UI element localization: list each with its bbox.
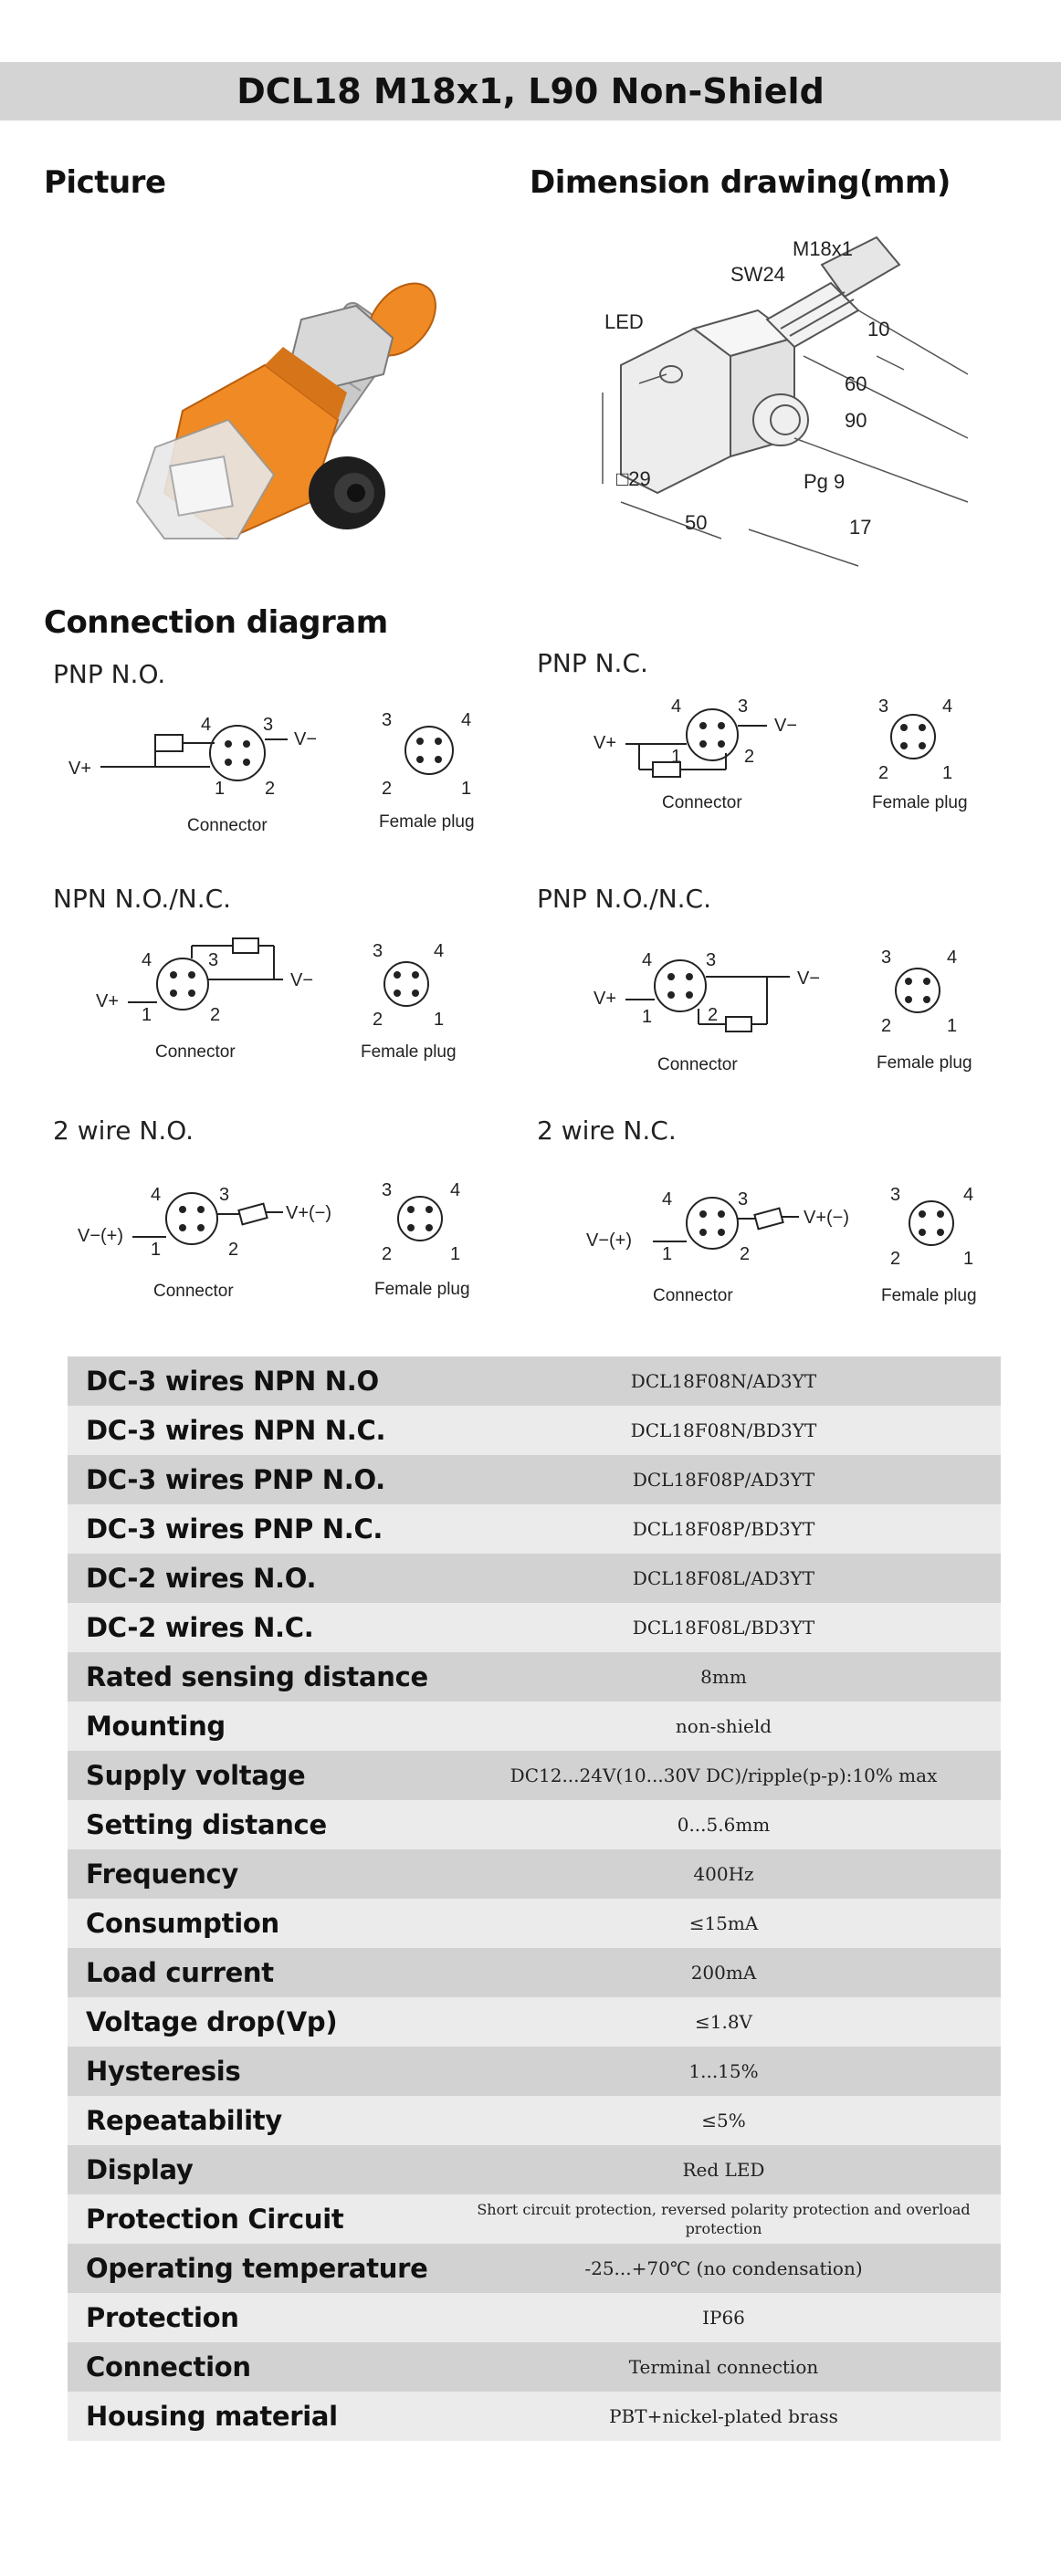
connector-label: Connector xyxy=(662,793,742,812)
pin-2: 2 xyxy=(708,1005,719,1025)
dim-90: 90 xyxy=(845,409,867,432)
spec-key: DC-2 wires N.O. xyxy=(68,1554,465,1603)
spec-key: Mounting xyxy=(68,1702,465,1751)
fpin-4: 4 xyxy=(461,710,472,730)
spec-key: Display xyxy=(68,2145,465,2194)
spec-key: Hysteresis xyxy=(68,2047,465,2096)
diagram-title-1: PNP N.O. xyxy=(53,659,166,689)
spec-value: ≤15mA xyxy=(465,1899,1001,1948)
spec-value: ≤1.8V xyxy=(465,1997,1001,2047)
pin-4: 4 xyxy=(642,950,653,970)
table-row xyxy=(68,1948,1001,1997)
spec-key: Housing material xyxy=(68,2392,465,2441)
table-row xyxy=(68,2047,1001,2096)
dim-led: LED xyxy=(604,310,644,333)
fpin-3: 3 xyxy=(890,1185,901,1205)
dim-10: 10 xyxy=(867,318,890,340)
spec-key: Frequency xyxy=(68,1849,465,1899)
pin-4: 4 xyxy=(671,696,682,717)
v-plus: V+(−) xyxy=(286,1203,332,1223)
fpin-1: 1 xyxy=(942,763,953,783)
spec-key: Protection Circuit xyxy=(68,2194,465,2244)
table-row xyxy=(68,1455,1001,1504)
spec-key: Voltage drop(Vp) xyxy=(68,1997,465,2047)
pin-2: 2 xyxy=(740,1244,751,1264)
pin-3: 3 xyxy=(208,950,219,970)
fpin-2: 2 xyxy=(382,779,393,799)
dim-wrench: SW24 xyxy=(730,263,785,286)
fpin-2: 2 xyxy=(382,1244,393,1264)
fpin-2: 2 xyxy=(878,763,889,783)
table-row xyxy=(68,1603,1001,1652)
table-row xyxy=(68,1751,1001,1800)
dim-50: 50 xyxy=(685,511,708,534)
fpin-3: 3 xyxy=(878,696,889,717)
spec-value: -25...+70℃ (no condensation) xyxy=(465,2244,1001,2293)
table-row xyxy=(68,1702,1001,1751)
v-plus: V+ xyxy=(594,989,617,1009)
table-row xyxy=(68,1356,1001,1406)
spec-key: Protection xyxy=(68,2293,465,2342)
pin-3: 3 xyxy=(738,1189,749,1209)
dim-pg: Pg 9 xyxy=(804,470,846,493)
pin-2: 2 xyxy=(228,1240,239,1260)
spec-key: Connection xyxy=(68,2342,465,2392)
spec-value: 1...15% xyxy=(465,2047,1001,2096)
pin-1: 1 xyxy=(662,1244,673,1264)
pin-4: 4 xyxy=(142,950,152,970)
spec-value: DCL18F08N/BD3YT xyxy=(465,1406,1001,1455)
fpin-3: 3 xyxy=(373,941,383,961)
connection-heading: Connection diagram xyxy=(44,604,388,641)
pin-1: 1 xyxy=(642,1007,653,1027)
wiring-diagram-2wire-nc xyxy=(584,1173,1023,1310)
connector-label: Connector xyxy=(153,1282,234,1301)
spec-value: IP66 xyxy=(465,2293,1001,2342)
spec-key: DC-3 wires PNP N.O. xyxy=(68,1455,465,1504)
fpin-1: 1 xyxy=(461,779,472,799)
pin-2: 2 xyxy=(210,1005,221,1025)
fpin-1: 1 xyxy=(947,1016,958,1036)
pin-1: 1 xyxy=(215,779,226,799)
picture-heading: Picture xyxy=(44,164,166,201)
spec-value: 8mm xyxy=(465,1652,1001,1702)
spec-value: 0...5.6mm xyxy=(465,1800,1001,1849)
spec-key: Operating temperature xyxy=(68,2244,465,2293)
diagram-title-4: PNP N.O./N.C. xyxy=(537,884,711,914)
pin-1: 1 xyxy=(142,1005,152,1025)
spec-key: DC-2 wires N.C. xyxy=(68,1603,465,1652)
table-row xyxy=(68,2244,1001,2293)
pin-3: 3 xyxy=(706,950,717,970)
v-plus: V+(−) xyxy=(804,1208,850,1228)
v-minus: V− xyxy=(294,729,318,749)
female-plug-label: Female plug xyxy=(379,812,475,832)
pin-4: 4 xyxy=(201,715,212,735)
connector-label: Connector xyxy=(187,816,268,835)
table-row xyxy=(68,2096,1001,2145)
pin-4: 4 xyxy=(662,1189,673,1209)
spec-value: DCL18F08L/AD3YT xyxy=(465,1554,1001,1603)
fpin-4: 4 xyxy=(450,1180,461,1200)
v-plus: V+ xyxy=(96,991,120,1011)
dim-thread: M18x1 xyxy=(793,237,854,260)
v-minus: V−(+) xyxy=(586,1230,633,1251)
fpin-4: 4 xyxy=(947,948,958,968)
spec-value: PBT+nickel-plated brass xyxy=(465,2392,1001,2441)
v-minus: V−(+) xyxy=(78,1226,124,1246)
female-plug-label: Female plug xyxy=(877,1053,972,1073)
diagram-title-6: 2 wire N.C. xyxy=(537,1115,677,1146)
product-picture xyxy=(128,265,475,557)
wiring-diagram-npn-no-nc xyxy=(91,929,530,1066)
diagram-title-5: 2 wire N.O. xyxy=(53,1115,194,1146)
spec-value: 200mA xyxy=(465,1948,1001,1997)
table-row xyxy=(68,1504,1001,1554)
table-row xyxy=(68,1849,1001,1899)
female-plug-label: Female plug xyxy=(872,793,968,812)
fpin-2: 2 xyxy=(881,1016,892,1036)
pin-1: 1 xyxy=(671,747,682,767)
diagram-title-3: NPN N.O./N.C. xyxy=(53,884,232,914)
pin-2: 2 xyxy=(744,747,755,767)
table-row xyxy=(68,1997,1001,2047)
page-title: DCL18 M18x1, L90 Non-Shield xyxy=(0,62,1061,120)
table-row xyxy=(68,2392,1001,2441)
dim-29: □29 xyxy=(616,467,651,490)
diagram-title-2: PNP N.C. xyxy=(537,648,648,678)
table-row xyxy=(68,2145,1001,2194)
v-minus: V− xyxy=(774,716,798,736)
spec-key: Load current xyxy=(68,1948,465,1997)
wiring-diagram-pnp-nc xyxy=(584,689,1023,826)
spec-value: DCL18F08P/BD3YT xyxy=(465,1504,1001,1554)
connector-label: Connector xyxy=(653,1286,733,1305)
spec-value: Red LED xyxy=(465,2145,1001,2194)
spec-value: 400Hz xyxy=(465,1849,1001,1899)
table-row xyxy=(68,2293,1001,2342)
v-minus: V− xyxy=(797,969,821,989)
v-minus: V− xyxy=(290,970,314,990)
spec-key: Rated sensing distance xyxy=(68,1652,465,1702)
spec-value: DCL18F08P/AD3YT xyxy=(465,1455,1001,1504)
connector-label: Connector xyxy=(657,1055,738,1074)
female-plug-label: Female plug xyxy=(374,1280,470,1299)
fpin-4: 4 xyxy=(942,696,953,717)
pin-3: 3 xyxy=(219,1185,230,1205)
pin-3: 3 xyxy=(263,715,274,735)
spec-key: Repeatability xyxy=(68,2096,465,2145)
dim-60: 60 xyxy=(845,372,867,395)
wiring-diagram-pnp-no-nc xyxy=(589,940,1027,1077)
spec-value: non-shield xyxy=(465,1702,1001,1751)
spec-value: DCL18F08L/BD3YT xyxy=(465,1603,1001,1652)
table-row xyxy=(68,2194,1001,2244)
spec-value: DC12...24V(10...30V DC)/ripple(p-p):10% max xyxy=(465,1751,1001,1800)
wiring-diagram-pnp-no xyxy=(64,703,502,840)
v-plus: V+ xyxy=(68,759,92,779)
spec-key: Setting distance xyxy=(68,1800,465,1849)
female-plug-label: Female plug xyxy=(881,1286,977,1305)
fpin-4: 4 xyxy=(434,941,445,961)
spec-key: DC-3 wires NPN N.C. xyxy=(68,1406,465,1455)
fpin-1: 1 xyxy=(434,1010,445,1030)
table-row xyxy=(68,1800,1001,1849)
dimension-heading: Dimension drawing(mm) xyxy=(530,164,951,201)
dim-17: 17 xyxy=(849,516,872,539)
spec-value: Short circuit protection, reversed polarity protection and overload protection xyxy=(465,2194,1001,2244)
spec-key: Supply voltage xyxy=(68,1751,465,1800)
table-row xyxy=(68,1899,1001,1948)
fpin-3: 3 xyxy=(881,948,892,968)
v-plus: V+ xyxy=(594,733,617,753)
spec-key: DC-3 wires PNP N.C. xyxy=(68,1504,465,1554)
wiring-diagram-2wire-no xyxy=(78,1168,516,1305)
fpin-3: 3 xyxy=(382,1180,393,1200)
spec-value: ≤5% xyxy=(465,2096,1001,2145)
fpin-1: 1 xyxy=(450,1244,461,1264)
spec-key: DC-3 wires NPN N.O xyxy=(68,1356,465,1406)
pin-1: 1 xyxy=(151,1240,162,1260)
table-row xyxy=(68,1652,1001,1702)
pin-2: 2 xyxy=(265,779,276,799)
spec-key: Consumption xyxy=(68,1899,465,1948)
fpin-1: 1 xyxy=(963,1249,974,1269)
table-row xyxy=(68,2342,1001,2392)
table-row xyxy=(68,1554,1001,1603)
table-row xyxy=(68,1406,1001,1455)
spec-value: DCL18F08N/AD3YT xyxy=(465,1356,1001,1406)
dimension-drawing xyxy=(584,228,977,584)
fpin-2: 2 xyxy=(373,1010,383,1030)
pin-3: 3 xyxy=(738,696,749,717)
fpin-4: 4 xyxy=(963,1185,974,1205)
pin-4: 4 xyxy=(151,1185,162,1205)
connector-label: Connector xyxy=(155,1042,236,1062)
fpin-3: 3 xyxy=(382,710,393,730)
fpin-2: 2 xyxy=(890,1249,901,1269)
spec-table xyxy=(68,1356,1001,2441)
spec-value: Terminal connection xyxy=(465,2342,1001,2392)
female-plug-label: Female plug xyxy=(361,1042,457,1062)
